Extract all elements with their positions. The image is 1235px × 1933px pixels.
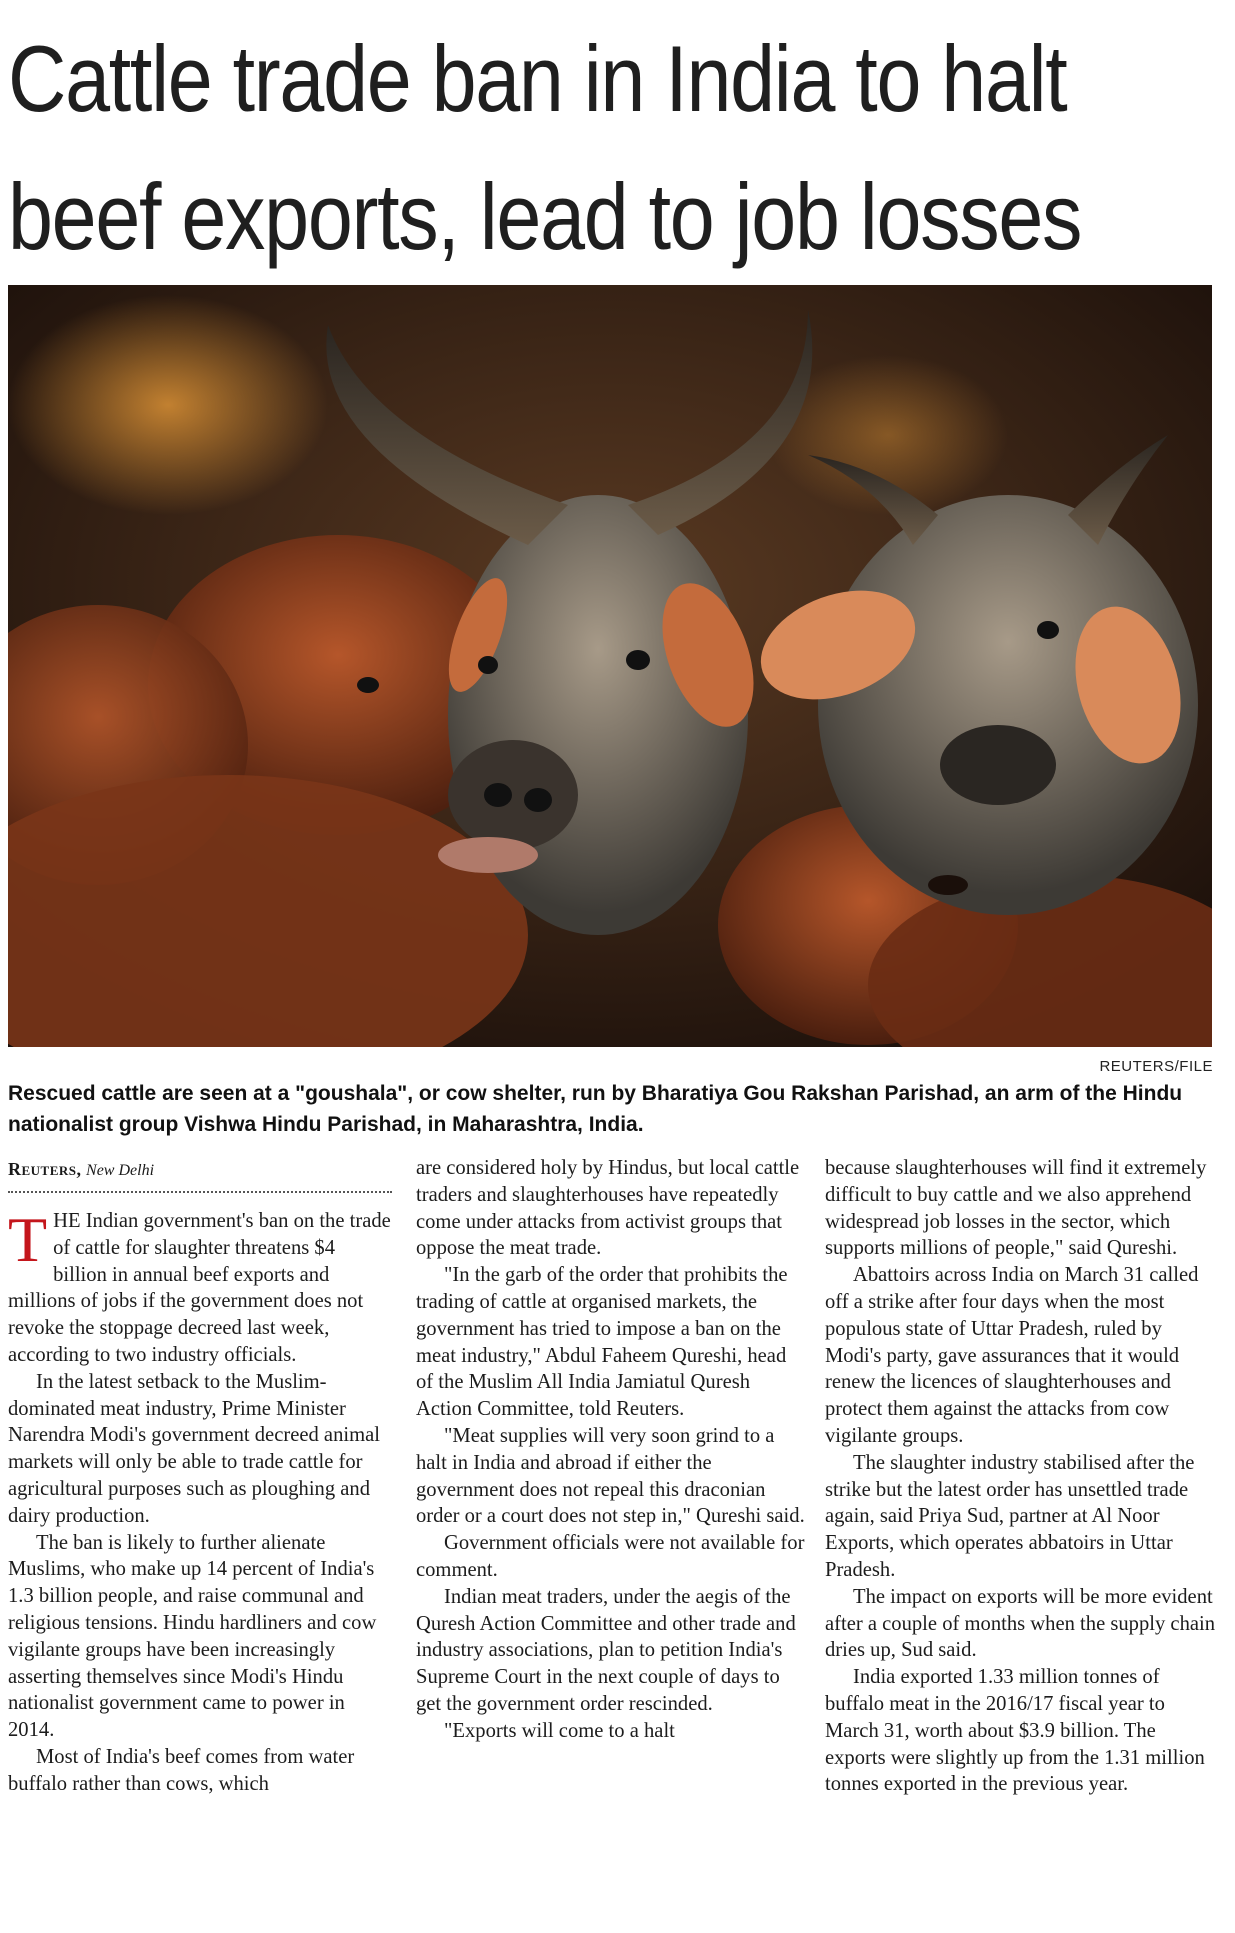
headline-line-1: Cattle trade ban in India to halt <box>8 26 1067 131</box>
byline-place: New Delhi <box>86 1162 155 1179</box>
article-paragraph: are considered holy by Hindus, but local cattle traders and slaughterhouses have repeatedly come under attacks from activist groups that oppose the meat trade. <box>416 1157 800 1260</box>
headline-line-2: beef exports, lead to job losses <box>8 164 1082 269</box>
photo-caption: Rescued cattle are seen at a "goushala", or cow shelter, run by Bharatiya Gou Rakshan Parishad, an arm of the Hindu nationalist group Vishwa Hindu Parishad, in Maharashtra, India. <box>8 1082 1183 1136</box>
article-column-3 <box>825 1155 1220 1798</box>
article-paragraph: "Meat supplies will very soon grind to a halt in India and abroad if either the government does not repeal this draconian order or a court does not step in," Qureshi said. <box>416 1424 805 1528</box>
article-column-1 <box>8 1204 392 1798</box>
article-paragraph: The slaughter industry stabilised after the strike but the latest order has unsettled trade again, said Priya Sud, partner at Al Noor Exports, which operates abbatoirs in Uttar Pradesh. <box>825 1451 1195 1581</box>
article-paragraph: Abattoirs across India on March 31 called off a strike after four days when the most populous state of Uttar Pradesh, ruled by Modi's party, gave assurances that it would renew the licences of slaughterhouses and protect them against the attacks from cow vigilante groups. <box>825 1264 1199 1447</box>
article-paragraph: In the latest setback to the Muslim-dominated meat industry, Prime Minister Narendra Modi's government decreed animal markets will only be able to trade cattle for agricultural purposes such as ploughing and dairy production. <box>8 1370 380 1527</box>
article-paragraph: Indian meat traders, under the aegis of the Quresh Action Committee and other trade and industry associations, plan to petition India's Supreme Court in the next couple of days to get the government order rescinded. <box>416 1585 796 1715</box>
article-column-2 <box>416 1155 808 1745</box>
article-paragraph: "Exports will come to a halt <box>444 1719 675 1742</box>
cattle-photo <box>8 285 1212 1047</box>
article-paragraph: Government officials were not available for comment. <box>416 1532 805 1581</box>
article-paragraph: The ban is likely to further alienate Muslims, who make up 14 percent of India's 1.3 billion people, and raise communal and religious tensions. Hindu hardliners and cow vigilante groups have been increasingly asserting themselves since Modi's Hindu nationalist government came to power in 2014. <box>8 1531 377 1742</box>
photo-credit: REUTERS/FILE <box>1099 1058 1213 1075</box>
article-paragraph: Most of India's beef comes from water buffalo rather than cows, which <box>8 1745 355 1795</box>
article-paragraph: THE Indian government's ban on the trade of cattle for slaughter threatens $4 billion in annual beef exports and millions of jobs if the government does not revoke the stoppage decreed last week, according to two industry officials. <box>8 1204 391 1366</box>
article-paragraph: India exported 1.33 million tonnes of buffalo meat in the 2016/17 fiscal year to March 31, worth about $3.9 billion. The exports were slightly up from the 1.31 million tonnes exported in the previous year. <box>825 1666 1205 1796</box>
article-paragraph: because slaughterhouses will find it extremely difficult to buy cattle and we also apprehend widespread job losses in the sector, which supports millions of people," said Qureshi. <box>825 1157 1207 1260</box>
byline-agency: Reuters, <box>8 1159 82 1179</box>
headline <box>8 10 1082 286</box>
article-paragraph: The impact on exports will be more evident after a couple of months when the supply chain dries up, Sud said. <box>825 1585 1216 1662</box>
drop-cap: T <box>8 1204 48 1275</box>
article-paragraph: "In the garb of the order that prohibits the trading of cattle at organised markets, the government has tried to impose a ban on the meat industry," Abdul Faheem Qureshi, head of the Muslim All India Jamiatul Quresh Action Committee, told Reuters. <box>416 1264 788 1421</box>
byline <box>8 1157 392 1193</box>
